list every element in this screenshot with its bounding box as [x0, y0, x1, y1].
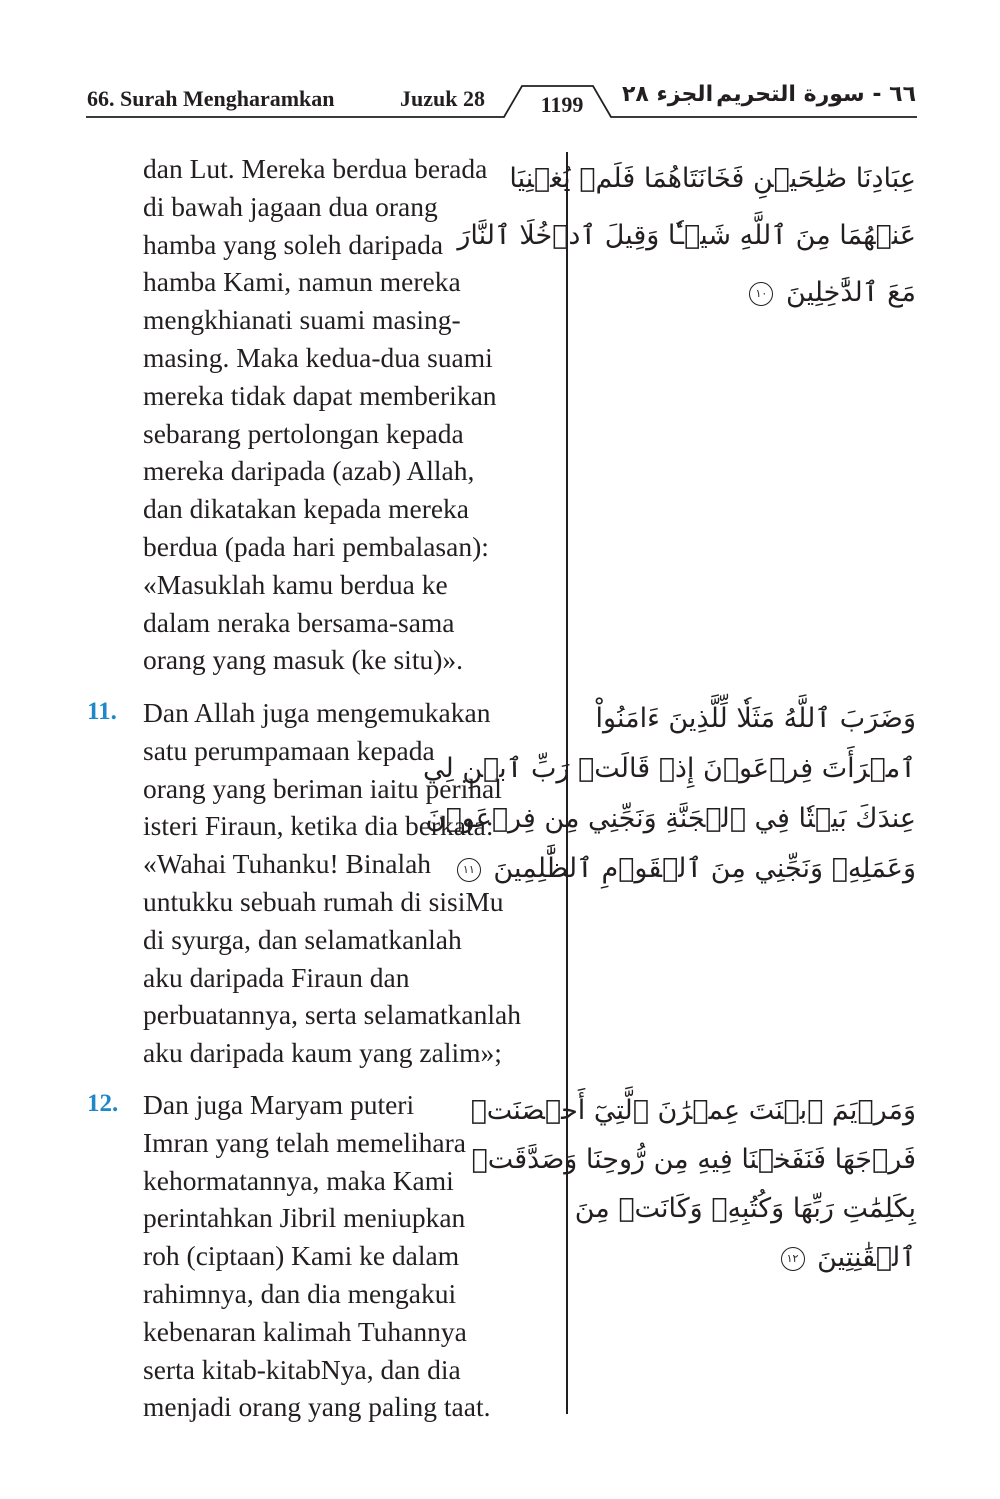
verse-10-arabic — [457, 150, 916, 321]
translation-line: orang yang masuk (ke situ)». — [143, 644, 463, 676]
translation-line: hamba Kami, namun mereka — [143, 266, 461, 298]
arabic-juz-label: الجزء ٢٨ — [622, 82, 714, 107]
verse-12-arabic — [470, 1086, 916, 1282]
translation-line: mereka daripada (azab) Allah, — [143, 455, 475, 487]
translation-line: aku daripada kaum yang zalim»; — [143, 1037, 502, 1069]
translation-line: berdua (pada hari pembalasan): — [143, 530, 489, 562]
translation-line: isteri Firaun, ketika dia berkata: — [143, 810, 494, 842]
translation-line: untukku sebuah rumah di sisiMu — [143, 885, 504, 917]
translation-line: sebarang pertolongan kepada — [143, 417, 464, 449]
translation-line: di syurga, dan selamatkanlah — [143, 923, 462, 955]
verse-number: 12. — [87, 1090, 119, 1117]
arabic-text: وَعَمَلِهِۦ وَنَجِّنِي مِنَ ٱلۡقَوۡمِ ٱلظَّٰلِمِينَ — [493, 853, 916, 884]
arabic-line: ٱمۡرَأَتَ فِرۡعَوۡنَ إِذۡ قَالَتۡ رَبِّ ٱبۡنِ لِي — [423, 753, 916, 784]
translation-line: dalam neraka bersama-sama — [143, 606, 455, 638]
translation-line: Dan Allah juga mengemukakan — [143, 697, 491, 728]
page-number: 1199 — [540, 92, 584, 117]
arabic-line: عِندَكَ بَيۡتٗا فِي ٱلۡجَنَّةِ وَنَجِّنِي مِن فِرۡعَوۡنَ — [425, 803, 916, 834]
translation-line: orang yang beriman iaitu perihal — [143, 772, 502, 804]
translation-line: mereka tidak dapat memberikan — [143, 379, 497, 411]
arabic-text: مَعَ ٱلدَّٰخِلِينَ — [786, 277, 916, 308]
arabic-line — [462, 844, 916, 894]
verse-end-marker: ١٠ — [749, 282, 773, 306]
arabic-surah-title: ٦٦ - سورة التحريم — [716, 82, 916, 107]
translation-line: roh (ciptaan) Kami ke dalam — [143, 1240, 460, 1272]
translation-line: «Masuklah kamu berdua ke — [143, 568, 448, 600]
page-header — [0, 0, 1000, 130]
translation-line: Imran yang telah memelihara — [143, 1126, 466, 1158]
translation-line: kehormatannya, maka Kami — [143, 1164, 454, 1196]
verse-11-arabic — [423, 694, 916, 894]
translation-line: mengkhianati suami masing- — [143, 304, 461, 336]
arabic-line: وَضَرَبَ ٱللَّهُ مَثَلٗا لِّلَّذِينَ ءَامَنُواْ — [595, 703, 916, 734]
translation-line: «Wahai Tuhanku! Binalah — [143, 848, 432, 880]
arabic-line: وَمَرۡيَمَ ٱبۡنَتَ عِمۡرَٰنَ ٱلَّتِيٓ أَحۡصَنَتۡ — [470, 1095, 916, 1126]
translation-line: perbuatannya, serta selamatkanlah — [143, 999, 521, 1031]
juz-label: Juzuk 28 — [400, 86, 485, 111]
arabic-line: بِكَلِمَٰتِ رَبِّهَا وَكُتُبِهِۦ وَكَانَتۡ مِنَ — [574, 1193, 916, 1224]
translation-line: perintahkan Jibril meniupkan — [143, 1202, 466, 1234]
translation-line: dan dikatakan kepada mereka — [143, 493, 470, 525]
verse-12-translation — [143, 1086, 490, 1426]
arabic-line: فَرۡجَهَا فَنَفَخۡنَا فِيهِ مِن رُّوحِنَا وَصَدَّقَتۡ — [471, 1144, 916, 1175]
translation-line: hamba yang soleh daripada — [143, 228, 444, 260]
translation-line: dan Lut. Mereka berdua berada — [143, 153, 488, 184]
translation-line: kebenaran kalimah Tuhannya — [143, 1315, 467, 1347]
translation-line: serta kitab-kitabNya, dan dia — [143, 1353, 461, 1385]
translation-line: rahimnya, dan dia mengakui — [143, 1277, 457, 1309]
arabic-line — [581, 264, 916, 321]
translation-line: masing. Maka kedua-dua suami — [143, 341, 493, 373]
verse-10-translation — [143, 150, 497, 679]
arabic-line — [581, 1233, 916, 1282]
verse-end-marker: ١١ — [457, 858, 481, 882]
translation-line: di bawah jagaan dua orang — [143, 190, 438, 222]
arabic-line: عِبَادِنَا صَٰلِحَيۡنِ فَخَانَتَاهُمَا فَلَمۡ يُغۡنِيَا — [509, 163, 916, 194]
arabic-line: عَنۡهُمَا مِنَ ٱللَّهِ شَيۡـٔٗا وَقِيلَ ٱدۡخُلَا ٱلنَّارَ — [457, 220, 916, 251]
verse-number: 11. — [87, 698, 117, 725]
translation-line: Dan juga Maryam puteri — [143, 1089, 415, 1120]
translation-line: aku daripada Firaun dan — [143, 961, 410, 993]
verse-end-marker: ١٢ — [781, 1247, 805, 1271]
arabic-text: ٱلۡقَٰنِتِينَ — [817, 1242, 916, 1273]
translation-line: satu perumpamaan kepada — [143, 734, 435, 766]
translation-line: menjadi orang yang paling taat. — [143, 1391, 491, 1423]
surah-title: 66. Surah Mengharamkan — [87, 86, 335, 111]
